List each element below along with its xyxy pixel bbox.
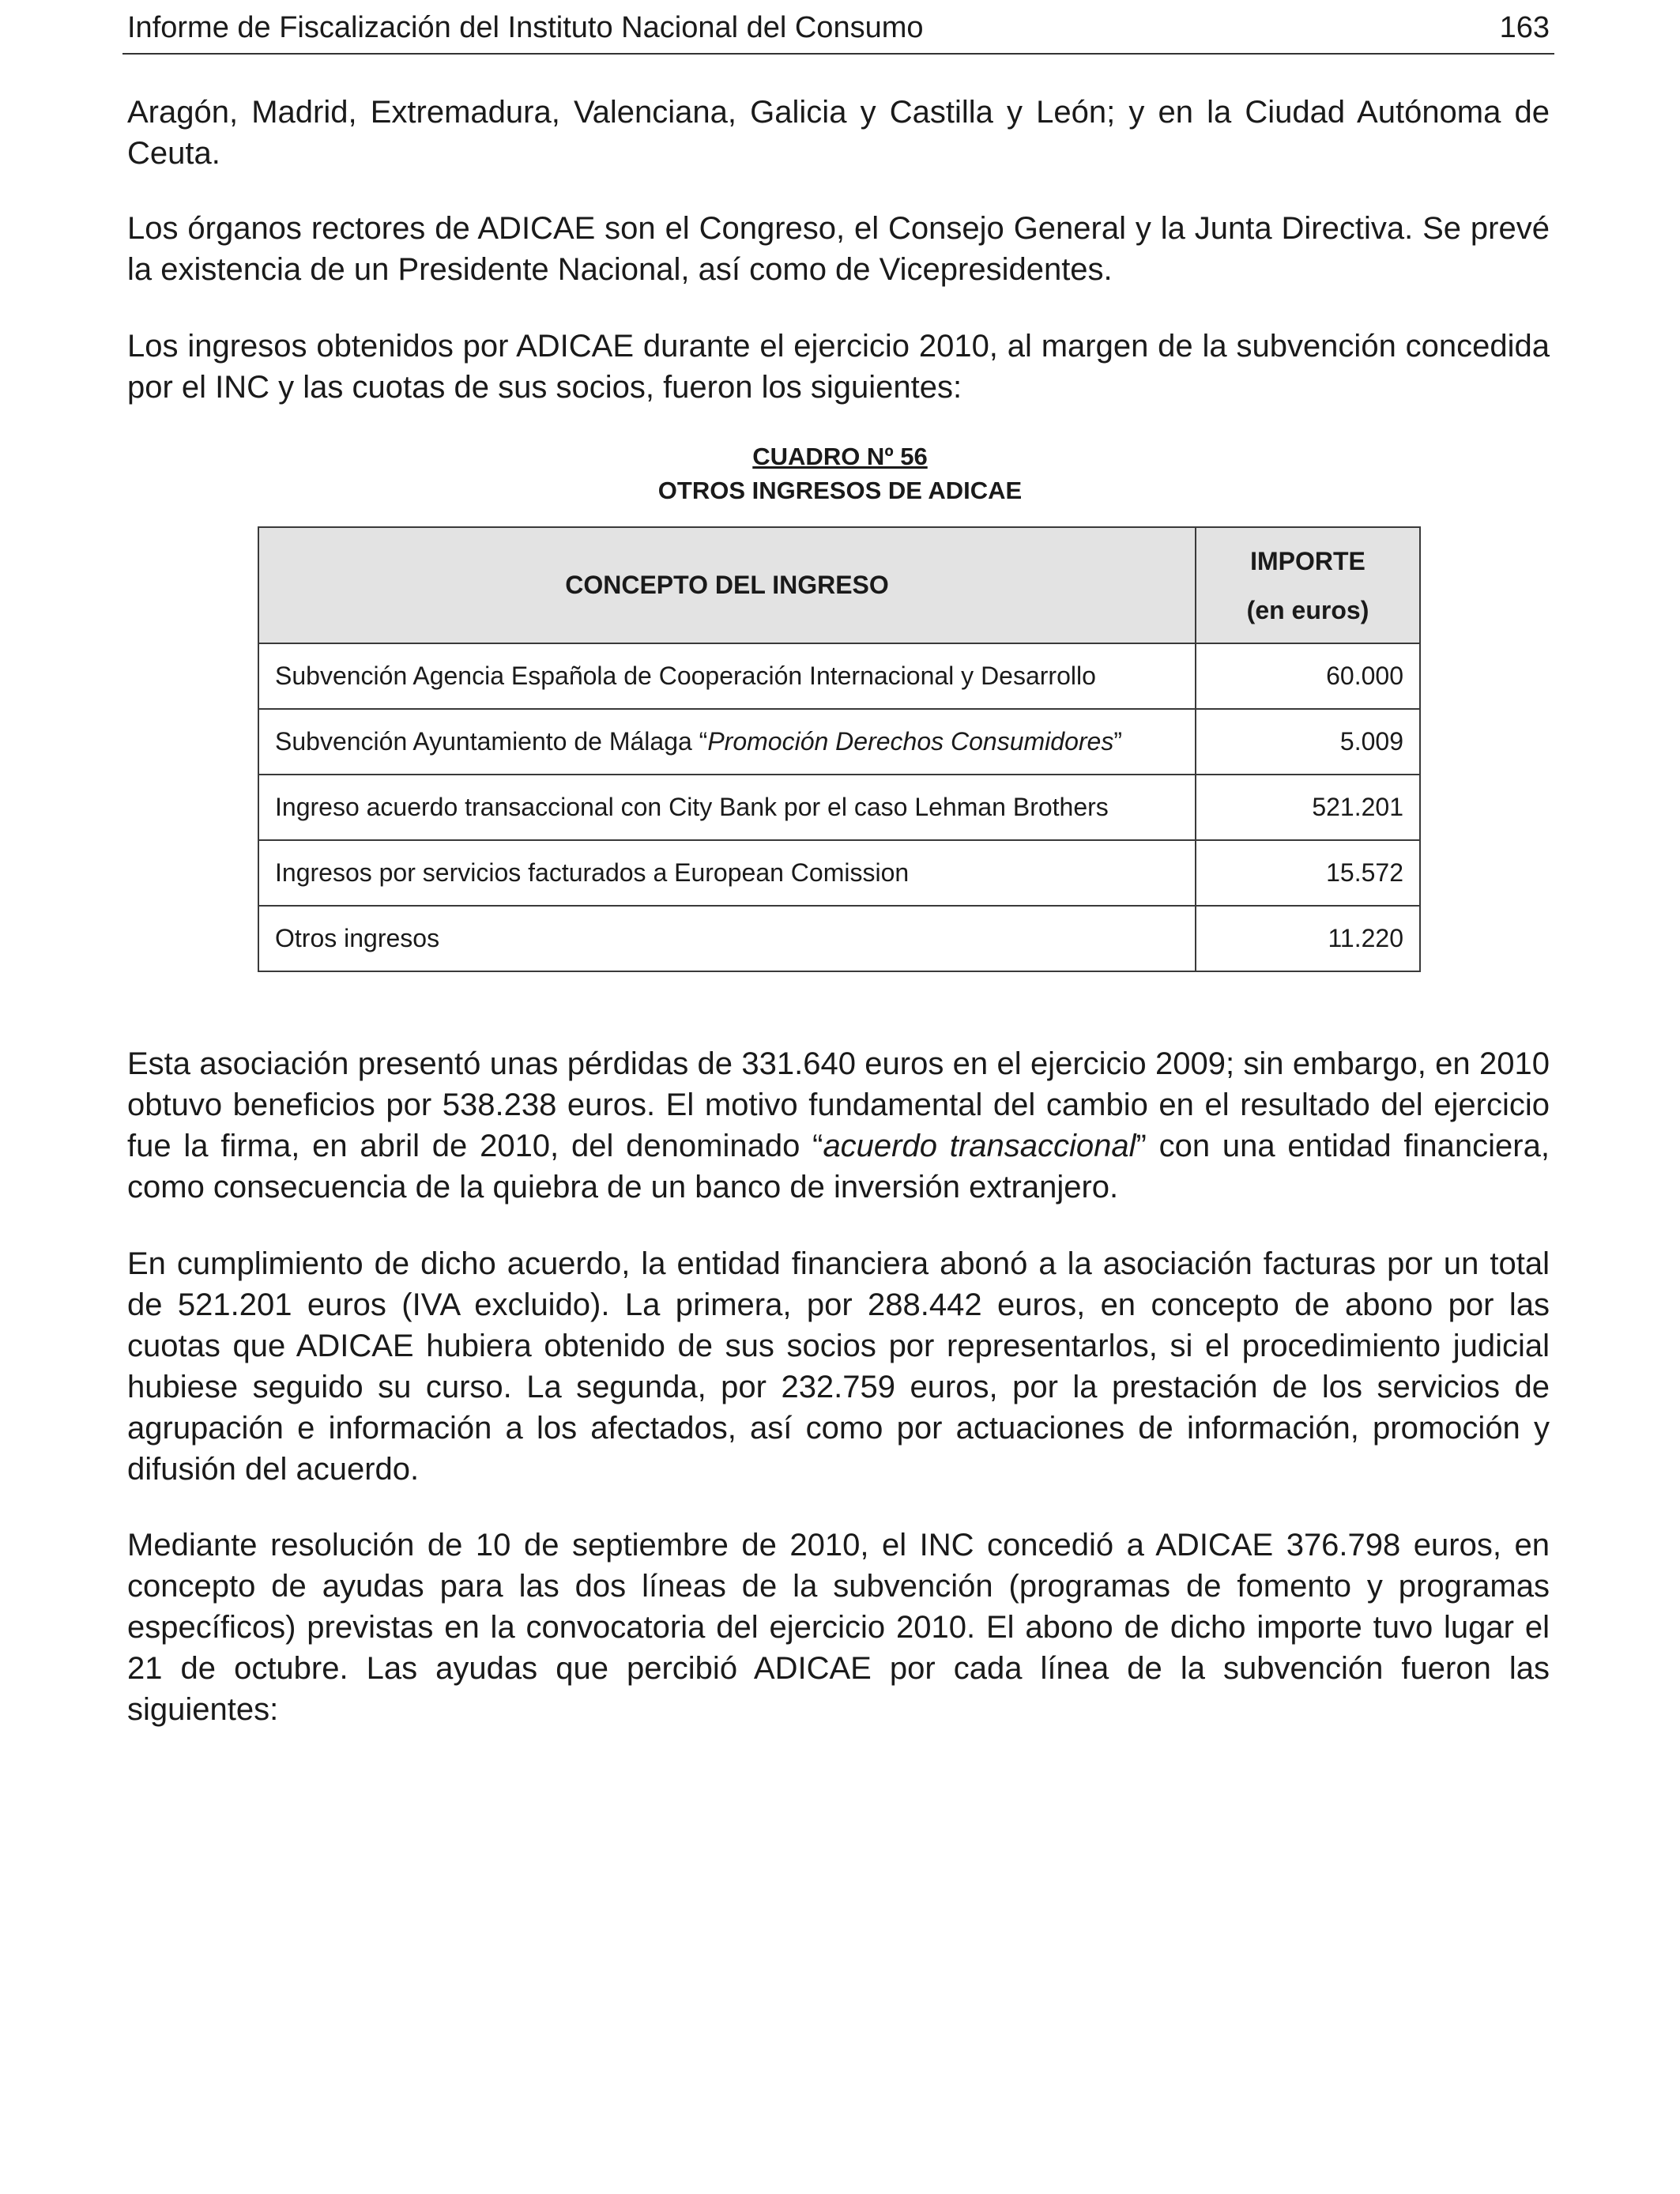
row-amount: 60.000 — [1196, 643, 1420, 709]
paragraph-income-intro: Los ingresos obtenidos por ADICAE durante el ejercicio 2010, al margen de la subvención concedida por el INC y las cuotas de sus socios, fueron los siguientes: — [127, 329, 1550, 405]
table-row — [258, 643, 1420, 709]
table-title: OTROS INGRESOS DE ADICAE — [657, 477, 1023, 504]
header-title: Informe de Fiscalización del Instituto Nacional del Consumo — [127, 11, 924, 44]
paragraph-results-italic: acuerdo transaccional — [823, 1129, 1136, 1163]
row-concept: Subvención Agencia Española de Cooperación Internacional y Desarrollo — [258, 643, 1196, 709]
other-income-table — [258, 526, 1421, 972]
paragraph-agreement: En cumplimiento de dicho acuerdo, la entidad financiera abonó a la asociación facturas por un total de 521.201 euros (IVA excluido). La primera, por 288.442 euros, en concepto de abono por las cuotas que ADICAE hubiera obtenido de sus socios por representarlos, si el procedimiento judicial hubiese seguido su curso. La segunda, por 232.759 euros, por la prestación de los servicios de agrupación e información a los afectados, así como por actuaciones de información, promoción y difusión del acuerdo. — [127, 1246, 1550, 1487]
row-amount: 15.572 — [1196, 840, 1420, 906]
table-row — [258, 709, 1420, 775]
paragraph-regions: Aragón, Madrid, Extremadura, Valenciana, Galicia y Castilla y León; y en la Ciudad Autónoma de Ceuta. — [127, 95, 1550, 171]
row-amount: 11.220 — [1196, 906, 1420, 971]
page-header — [122, 9, 1554, 55]
paragraph-results-part1: Esta asociación presentó unas pérdidas de 331.640 euros en el ejercicio 2009; sin embargo, en 2010 obtuvo beneficios por 538.238 euros. El motivo fundamental del cambio en el resultado del ejercicio fue la firma, en abril de 2010, del denominado “ — [127, 1046, 1550, 1163]
table-number: CUADRO Nº 56 — [752, 443, 928, 470]
row-concept-prefix: Subvención Ayuntamiento de Málaga “ — [275, 727, 708, 756]
table-row — [258, 775, 1420, 840]
table-row — [258, 906, 1420, 971]
row-concept-italic: Promoción Derechos Consumidores — [707, 727, 1114, 756]
row-concept-suffix: ” — [1113, 727, 1122, 756]
paragraph-results-part2: ” con una entidad financiera, como consecuencia de la quiebra de un banco de inversión extranjero. — [127, 1129, 1550, 1204]
table-row — [258, 840, 1420, 906]
paragraph-governing-bodies: Los órganos rectores de ADICAE son el Congreso, el Consejo General y la Junta Directiva. Se prevé la existencia de un Presidente Nacional, así como de Vicepresidentes. — [127, 211, 1550, 287]
row-concept: Otros ingresos — [258, 906, 1196, 971]
row-concept: Ingresos por servicios facturados a European Comission — [258, 840, 1196, 906]
row-amount: 521.201 — [1196, 775, 1420, 840]
paragraph-results — [127, 1043, 1550, 1208]
paragraph-subsidy: Mediante resolución de 10 de septiembre de 2010, el INC concedió a ADICAE 376.798 euros, en concepto de ayudas para las dos líneas de la subvención (programas de fomento y programas específicos) previstas en la convocatoria del ejercicio 2010. El abono de dicho importe tuvo lugar el 21 de octubre. Las ayudas que percibió ADICAE por cada línea de la subvención fueron las siguientes: — [127, 1528, 1550, 1727]
page-number: 163 — [1499, 11, 1550, 44]
row-concept — [258, 709, 1196, 775]
column-header-amount-line1: IMPORTE — [1250, 546, 1365, 575]
column-header-amount-line2: (en euros) — [1246, 595, 1369, 624]
row-concept: Ingreso acuerdo transaccional con City Bank por el caso Lehman Brothers — [258, 775, 1196, 840]
row-amount: 5.009 — [1196, 709, 1420, 775]
column-header-concept: CONCEPTO DEL INGRESO — [258, 527, 1196, 643]
table-header-row — [258, 527, 1420, 643]
column-header-amount — [1196, 527, 1420, 643]
